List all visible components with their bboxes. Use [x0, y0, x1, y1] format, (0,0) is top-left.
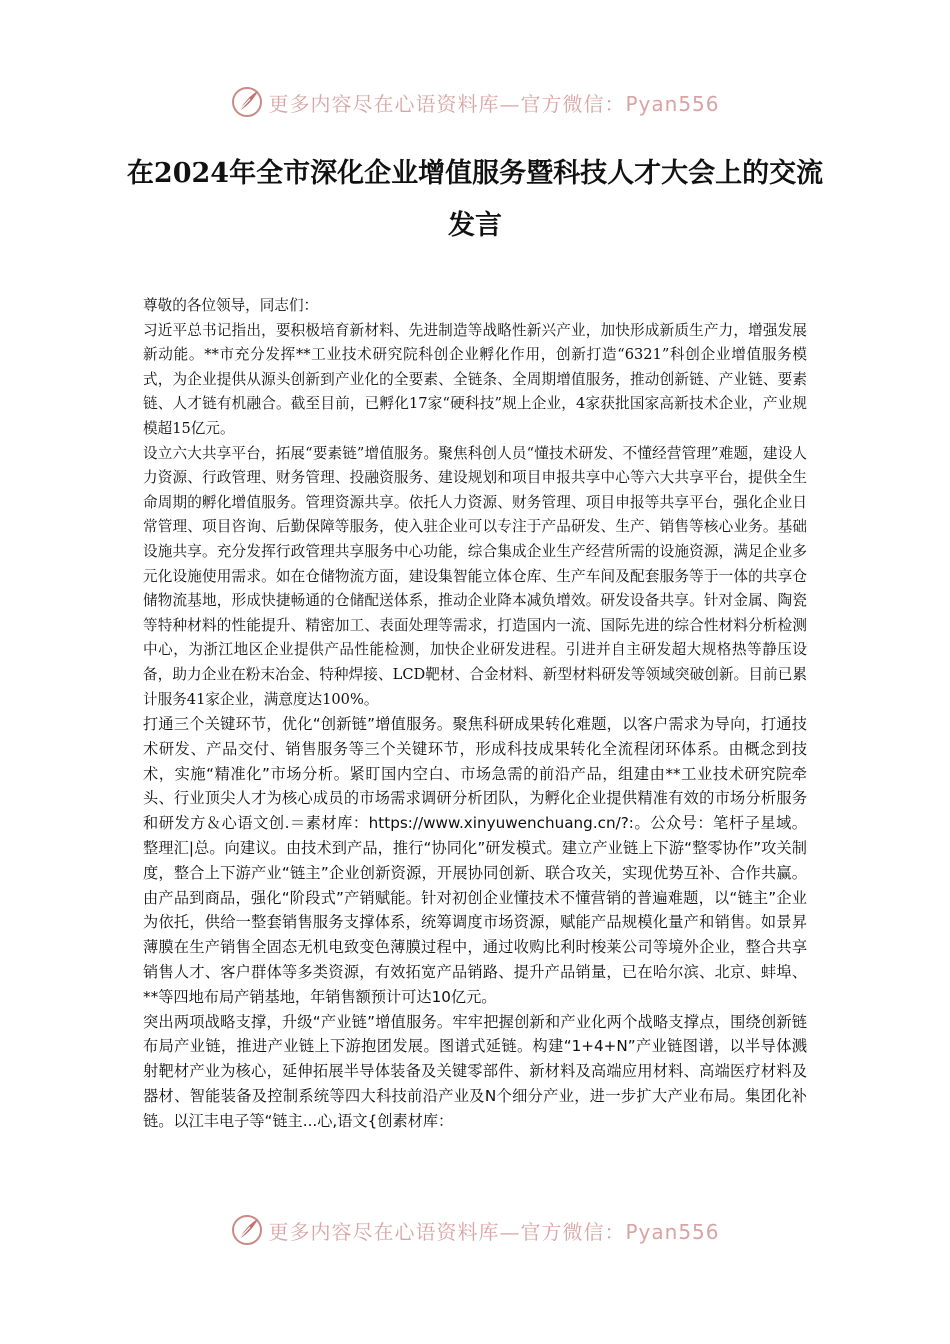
- wechat-id: Pyan556: [625, 91, 720, 116]
- paragraph-intro: 习近平总书记指出，要积极培育新材料、先进制造等战略性新兴产业，加快形成新质生产力，增强发展新动能。**市充分发挥**工业技术研究院科创企业孵化作用，创新打造“6321”科创企业增值服务模式，为企业提供从源头创新到产业化的全要素、全链条、全周期增值服务，推动创新链、产业链、要素链、人才链有机融合。截至目前，已孵化17家“硬科技”规上企业，4家获批国家高新技术企业，产业规模超15亿元。: [143, 321, 807, 437]
- paragraph-industry-chain: 突出两项战略支撑，升级“产业链”增值服务。牢牢把握创新和产业化两个战略支撑点，围绕创新链布局产业链，推进产业链上下游抱团发展。图谱式延链。构建“1+4+N”产业链图谱，以半导体溅射靶材产业为核心，延伸拓展半导体装备及关键零部件、新材料及高端应用材料、高端医疗材料及器材、智能装备及控制系统等四大科技前沿产业及N个细分产业，进一步扩大产业布局。集团化补链。以江丰电子等“链主...心,语文{创素材库：: [143, 1012, 807, 1130]
- banner-text: 更多内容尽在心语资料库—官方微信：Pyan556: [268, 91, 720, 116]
- header-watermark-banner: [0, 82, 950, 122]
- wechat-id: Pyan556: [625, 1219, 720, 1244]
- salutation: 尊敬的各位领导，同志们：: [143, 297, 319, 314]
- document-body: [143, 294, 807, 1134]
- feather-logo-icon: [230, 1213, 264, 1247]
- footer-watermark-banner: [0, 1210, 950, 1250]
- paragraph-platforms: 设立六大共享平台，拓展“要素链”增值服务。聚焦科创人员“懂技术研发、不懂经营管理”难题，建设人力资源、行政管理、财务管理、投融资服务、建设规划和项目申报共享中心等六大共享平台，提供全生命周期的孵化增值服务。管理资源共享。依托人力资源、财务管理、项目申报等共享平台，强化企业日常管理、项目咨询、后勤保障等服务，使入驻企业可以专注于产品研发、生产、销售等核心业务。基础设施共享。充分发挥行政管理共享服务中心功能，综合集成企业生产经营所需的设施资源，满足企业多元化设施使用需求。如在仓储物流方面，建设集智能立体仓库、生产车间及配套服务等于一体的共享仓储物流基地，形成快捷畅通的仓储配送体系，推动企业降本减负增效。研发设备共享。针对金属、陶瓷等特种材料的性能提升、精密加工、表面处理等需求，打造国内一流、国际先进的综合性材料分析检测中心，为浙江地区企业提供产品性能检测，加快企业研发进程。引进并自主研发超大规格热等静压设备，助力企业在粉末冶金、特种焊接、LCD靶材、合金材料、新型材料研发等领域突破创新。目前已累计服务41家企业，满意度达100%。: [143, 444, 807, 708]
- banner-text: 更多内容尽在心语资料库—官方微信：Pyan556: [268, 1219, 720, 1244]
- feather-logo-icon: [230, 85, 264, 119]
- document-title: 在2024年全市深化企业增值服务暨科技人才大会上的交流发言: [126, 158, 824, 241]
- paragraph-innovation-chain: 打通三个关键环节，优化“创新链”增值服务。聚焦科研成果转化难题，以客户需求为导向，打通技术研发、产品交付、销售服务等三个关键环节，形成科技成果转化全流程闭环体系。由概念到技术，实施“精准化”市场分析。紧盯国内空白、市场急需的前沿产品，组建由**工业技术研究院牵头、行业顶尖人才为核心成员的市场需求调研分析团队，为孵化企业提供精准有效的市场分析服务和研发方＆心语文创.＝素材库：https://www.xinyuwenchuang.cn/?:。公众号：笔杆子星域。整理汇|总。向建议。由技术到产品，推行“协同化”研发模式。建立产业链上下游“整零协作”攻关制度，整合上下游产业“链主”企业创新资源，开展协同创新、联合攻关，实现优势互补、合作共赢。由产品到商品，强化“阶段式”产销赋能。针对初创企业懂技术不懂营销的普遍难题，以“链主”企业为依托，供给一整套销售服务支撑体系，统筹调度市场资源，赋能产品规模化量产和销售。如景昇薄膜在生产销售全固态无机电致变色薄膜过程中，通过收购比利时梭莱公司等境外企业，整合共享销售人才、客户群体等多类资源，有效拓宽产品销路、提升产品销量，已在哈尔滨、北京、蚌埠、**等四地布局产销基地，年销售额预计可达10亿元。: [143, 715, 807, 1006]
